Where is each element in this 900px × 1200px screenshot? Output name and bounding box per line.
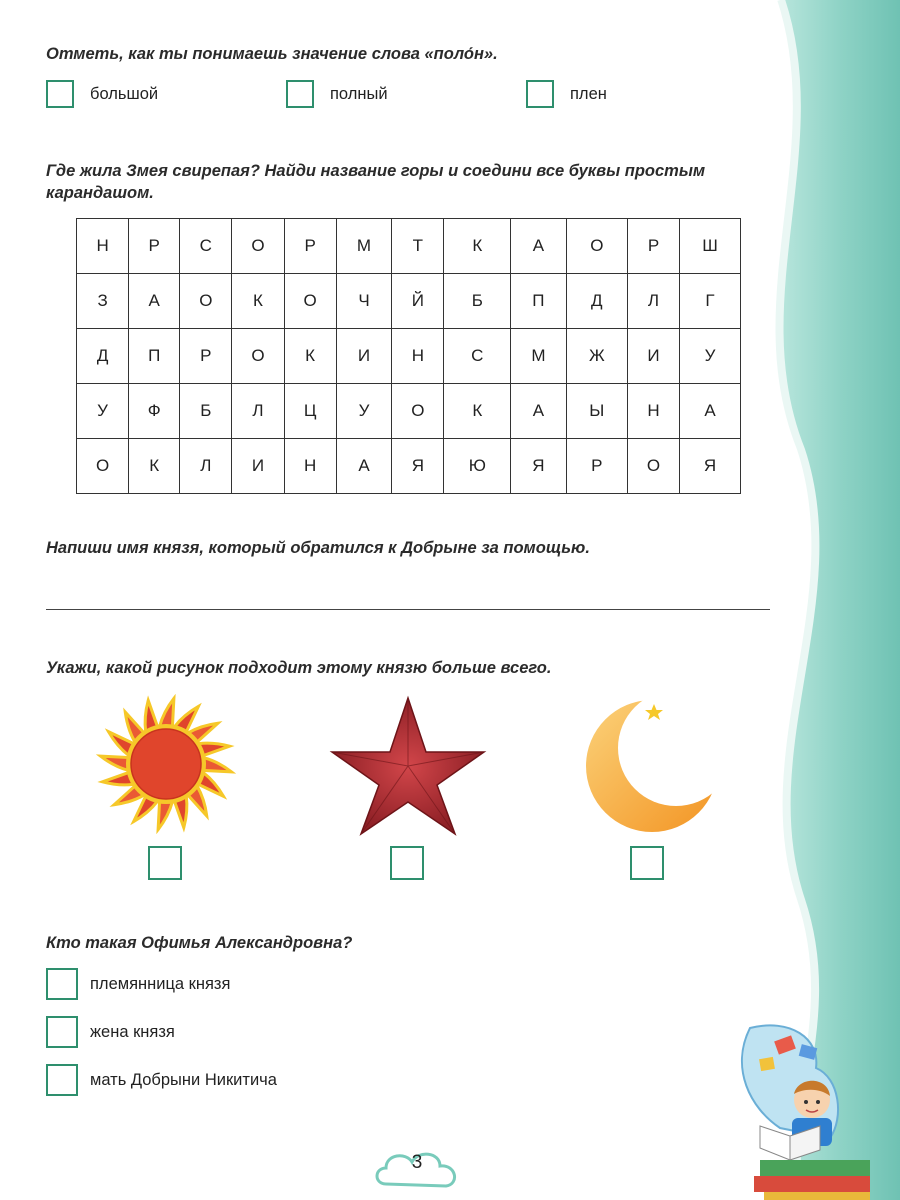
grid-cell[interactable]: О <box>566 219 627 274</box>
grid-row <box>77 274 741 329</box>
grid-cell[interactable]: О <box>232 219 284 274</box>
grid-cell[interactable]: Ы <box>566 384 627 439</box>
grid-cell[interactable]: Н <box>392 329 444 384</box>
grid-cell[interactable]: У <box>680 329 741 384</box>
checkbox[interactable] <box>46 1064 78 1096</box>
checkbox[interactable] <box>390 846 424 880</box>
star-icon <box>328 694 488 836</box>
grid-cell[interactable]: П <box>129 329 180 384</box>
picture-option-sun[interactable] <box>148 846 182 885</box>
grid-cell[interactable]: О <box>284 274 336 329</box>
option-polny[interactable] <box>286 80 388 108</box>
grid-row <box>77 219 741 274</box>
option-label: большой <box>90 84 159 103</box>
question-3-text: Напиши имя князя, который обратился к Добрыне за помощью. <box>46 539 590 557</box>
answer-line[interactable] <box>46 609 770 610</box>
question-5-text: Кто такая Офимья Александровна? <box>46 934 353 952</box>
grid-cell[interactable]: З <box>77 274 129 329</box>
grid-cell[interactable]: Б <box>180 384 232 439</box>
grid-cell[interactable]: Б <box>444 274 511 329</box>
grid-cell[interactable]: Т <box>392 219 444 274</box>
checkbox[interactable] <box>46 968 78 1000</box>
grid-cell[interactable]: О <box>77 439 129 494</box>
grid-cell[interactable]: Ч <box>336 274 392 329</box>
grid-cell[interactable]: Р <box>180 329 232 384</box>
picture-option-star[interactable] <box>390 846 424 885</box>
kid-reading-illustration <box>720 1018 870 1200</box>
grid-cell[interactable]: Ж <box>566 329 627 384</box>
question-2-line-2: карандашом. <box>46 184 154 202</box>
grid-cell[interactable]: Л <box>180 439 232 494</box>
checkbox[interactable] <box>286 80 314 108</box>
grid-cell[interactable]: Р <box>566 439 627 494</box>
grid-cell[interactable]: С <box>444 329 511 384</box>
grid-cell[interactable]: Н <box>627 384 679 439</box>
grid-cell[interactable]: Л <box>627 274 679 329</box>
option-zhena[interactable] <box>46 1016 175 1048</box>
grid-cell[interactable]: А <box>511 219 567 274</box>
grid-cell[interactable]: К <box>129 439 180 494</box>
grid-cell[interactable]: И <box>627 329 679 384</box>
option-label: полный <box>330 84 388 103</box>
grid-cell[interactable]: Я <box>392 439 444 494</box>
grid-row <box>77 329 741 384</box>
sun-icon <box>96 694 236 834</box>
page-number: 3 <box>411 1152 423 1173</box>
grid-cell[interactable]: Ш <box>680 219 741 274</box>
question-1-text: Отметь, как ты понимаешь значение слова «поло́н». <box>46 45 498 63</box>
picture-option-moon[interactable] <box>630 846 664 885</box>
option-label: племянница князя <box>90 974 231 993</box>
checkbox[interactable] <box>46 80 74 108</box>
option-label: плен <box>570 84 607 103</box>
option-plemyannitsa[interactable] <box>46 968 230 1000</box>
grid-cell[interactable]: К <box>444 219 511 274</box>
grid-cell[interactable]: Р <box>627 219 679 274</box>
question-2-line-1: Где жила Змея свирепая? Найди название горы и соедини все буквы простым <box>46 162 706 180</box>
grid-cell[interactable]: О <box>232 329 284 384</box>
sun-ray <box>158 801 172 829</box>
checkbox[interactable] <box>148 846 182 880</box>
grid-cell[interactable]: Д <box>566 274 627 329</box>
checkbox[interactable] <box>630 846 664 880</box>
grid-cell[interactable]: Й <box>392 274 444 329</box>
question-4-text: Укажи, какой рисунок подходит этому князю больше всего. <box>46 659 552 677</box>
grid-cell[interactable]: У <box>77 384 129 439</box>
letter-grid[interactable] <box>76 218 741 494</box>
grid-cell[interactable]: О <box>627 439 679 494</box>
grid-cell[interactable]: М <box>511 329 567 384</box>
grid-cell[interactable]: Ф <box>129 384 180 439</box>
option-plen[interactable] <box>526 80 607 108</box>
grid-cell[interactable]: И <box>336 329 392 384</box>
grid-cell[interactable]: Ц <box>284 384 336 439</box>
option-label: мать Добрыни Никитича <box>90 1070 277 1089</box>
grid-cell[interactable]: К <box>284 329 336 384</box>
grid-cell[interactable]: О <box>180 274 232 329</box>
sun-ray <box>160 698 174 726</box>
grid-row <box>77 439 741 494</box>
checkbox[interactable] <box>526 80 554 108</box>
grid-cell[interactable]: Ю <box>444 439 511 494</box>
grid-cell[interactable]: А <box>680 384 741 439</box>
grid-cell[interactable]: Р <box>129 219 180 274</box>
option-bolshoy[interactable] <box>46 80 158 108</box>
crescent-moon-icon <box>578 690 722 836</box>
grid-cell[interactable]: С <box>180 219 232 274</box>
sun-ray <box>100 756 128 770</box>
grid-cell[interactable]: О <box>392 384 444 439</box>
option-mat[interactable] <box>46 1064 277 1096</box>
grid-cell[interactable]: А <box>511 384 567 439</box>
grid-cell[interactable]: Н <box>77 219 129 274</box>
grid-cell[interactable]: Я <box>680 439 741 494</box>
grid-cell[interactable]: М <box>336 219 392 274</box>
grid-cell[interactable]: Р <box>284 219 336 274</box>
grid-cell[interactable]: Л <box>232 384 284 439</box>
grid-cell[interactable]: Я <box>511 439 567 494</box>
grid-cell[interactable]: Г <box>680 274 741 329</box>
grid-cell[interactable]: А <box>336 439 392 494</box>
grid-cell[interactable]: У <box>336 384 392 439</box>
grid-cell[interactable]: Д <box>77 329 129 384</box>
grid-cell[interactable]: И <box>232 439 284 494</box>
grid-cell[interactable]: К <box>232 274 284 329</box>
grid-cell[interactable]: А <box>129 274 180 329</box>
sun-ray <box>203 758 231 772</box>
option-label: жена князя <box>90 1022 175 1041</box>
checkbox[interactable] <box>46 1016 78 1048</box>
grid-cell[interactable]: Н <box>284 439 336 494</box>
grid-row <box>77 384 741 439</box>
grid-cell[interactable]: П <box>511 274 567 329</box>
grid-cell[interactable]: К <box>444 384 511 439</box>
